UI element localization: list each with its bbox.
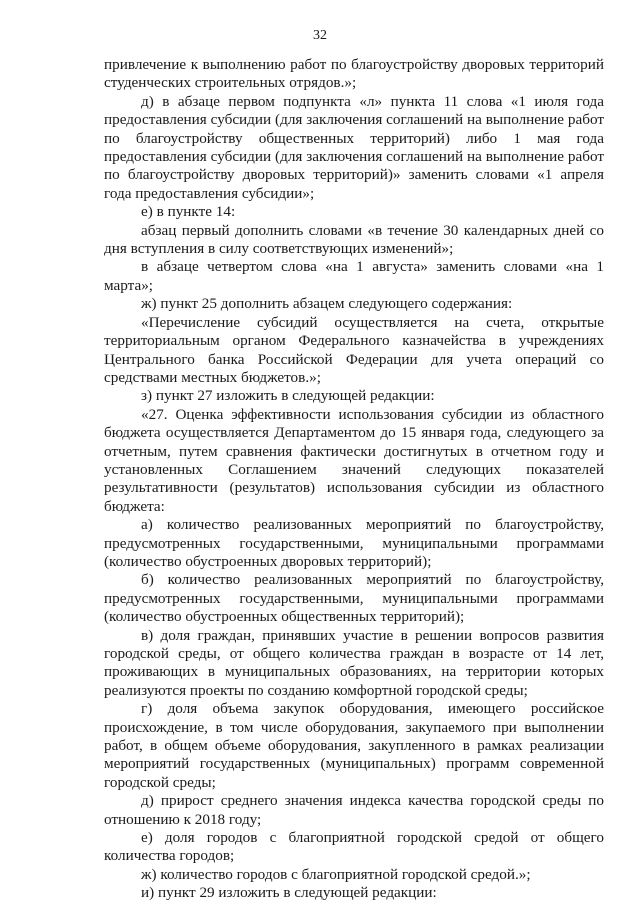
paragraph-item-z: з) пункт 27 изложить в следующей редакции: bbox=[141, 387, 435, 405]
paragraph-item-d: д) в абзаце первом подпункта «л» пункта 11 слова «1 июля года предоставления субсидии (для заключения соглашений на выполнение работ по благоустройству общественных территорий) либо 1 мая года предоставления субсидии (для заключения соглашений на выполнение работ по благоустройству дворовых территорий)» заменить словами «1 апреля года предоставления субсидии»; bbox=[104, 92, 604, 202]
indicator-b: б) количество реализованных мероприятий по благоустройству, предусмотренных государственными, муниципальными программами (количество обустроенных общественных территорий); bbox=[104, 571, 604, 626]
indicator-a: а) количество реализованных мероприятий по благоустройству, предусмотренных государственными, муниципальными программами (количество обустроенных дворовых территорий); bbox=[104, 516, 604, 570]
paragraph-item-e: е) в пункте 14: bbox=[141, 203, 236, 221]
page-number: 32 bbox=[313, 28, 327, 43]
paragraph-14-fourth: в абзаце четвертом слова «на 1 августа» заменить словами «на 1 марта»; bbox=[104, 258, 604, 294]
indicator-v: в) доля граждан, принявших участие в решении вопросов развития городской среды, от общего количества граждан в возрасте от 14 лет, проживающих в муниципальных образованиях, на территории которых реализуются проекты по созданию комфортной городской среды; bbox=[104, 626, 604, 699]
paragraph-14-first: абзац первый дополнить словами «в течение 30 календарных дней со дня вступления в силу соответствующих изменений»; bbox=[104, 221, 604, 258]
paragraph-27: «27. Оценка эффективности использования субсидии из областного бюджета осуществляется Департаментом до 15 января года, следующего за отчетным, путем сравнения фактически достигнутых в отчетном году и установленных Соглашением значений следующих показателей результативности (результатов) использования субсидии из областного бюджета: bbox=[104, 405, 604, 515]
indicator-d: д) прирост среднего значения индекса качества городской среды по отношению к 2018 году; bbox=[104, 792, 604, 828]
document-body bbox=[104, 56, 604, 903]
indicator-e: е) доля городов с благоприятной городской средой от общего количества городов; bbox=[104, 829, 604, 865]
paragraph-item-i: и) пункт 29 изложить в следующей редакции: bbox=[141, 884, 437, 902]
indicator-zh: ж) количество городов с благоприятной городской средой.»; bbox=[141, 865, 531, 883]
indicator-g: г) доля объема закупок оборудования, имеющего российское происхождение, в том числе оборудования, закупаемого при выполнении работ, в общем объеме оборудования, закупленного в рамках реализации мероприятий государственных (муниципальных) программ современной городской среды; bbox=[104, 700, 604, 791]
paragraph-continuation: привлечение к выполнению работ по благоустройству дворовых территорий студенческих строительных отрядов.»; bbox=[104, 56, 604, 92]
paragraph-item-zh: ж) пункт 25 дополнить абзацем следующего содержания: bbox=[141, 295, 513, 313]
paragraph-transfer: «Перечисление субсидий осуществляется на счета, открытые территориальным органом Федерального казначейства в учреждениях Центрального банка Российской Федерации для учета операций со средствами местных бюджетов.»; bbox=[104, 313, 604, 386]
